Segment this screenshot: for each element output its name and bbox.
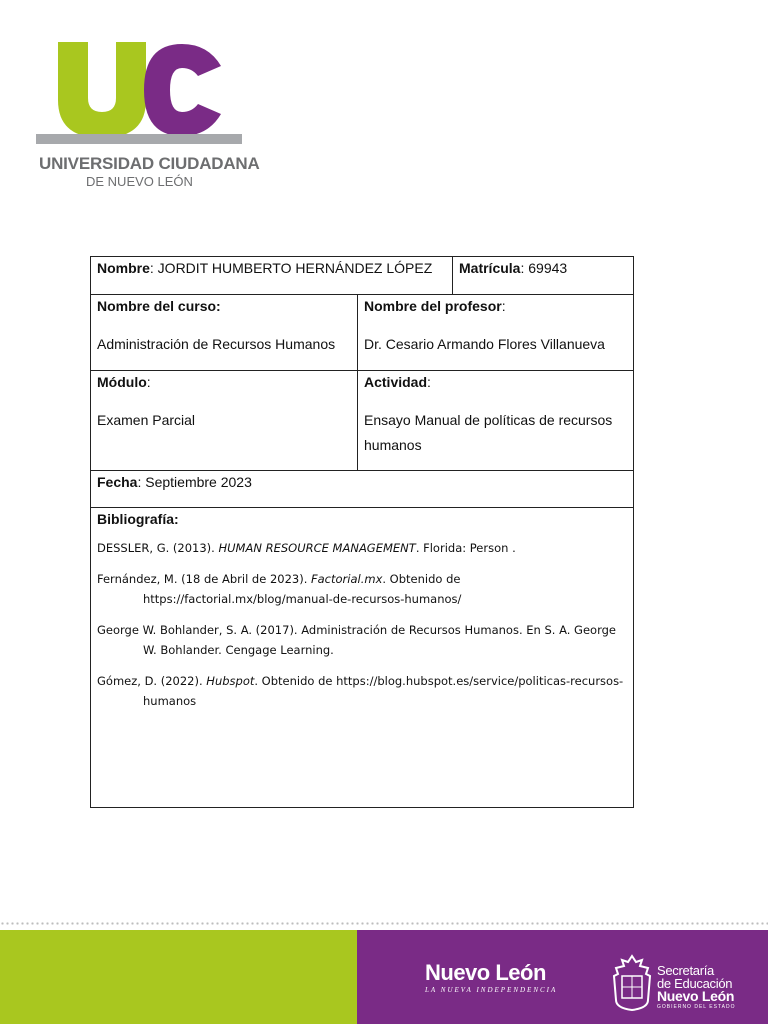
nombre-label: Nombre <box>97 260 150 276</box>
footer-green-band <box>0 930 357 1024</box>
nuevo-leon-title: Nuevo León <box>425 960 546 985</box>
university-logo <box>36 40 260 190</box>
curso-label: Nombre del curso: <box>97 298 221 314</box>
nombre-cell <box>91 257 453 295</box>
uc-logo-mark <box>36 40 246 150</box>
curso-value: Administración de Recursos Humanos <box>97 336 336 352</box>
fecha-label: Fecha <box>97 474 138 490</box>
bibliography-entry: George W. Bohlander, S. A. (2017). Administración de Recursos Humanos. En S. A. George W. Bohlander. Cengage Learning. <box>97 623 616 657</box>
actividad-cell <box>358 371 634 471</box>
profesor-cell <box>358 295 634 371</box>
student-info-table <box>90 256 634 808</box>
profesor-label: Nombre del profesor <box>364 298 502 314</box>
matricula-value: : 69943 <box>520 260 568 276</box>
nombre-value: : JORDIT HUMBERTO HERNÁNDEZ LÓPEZ <box>149 260 433 276</box>
actividad-suffix: : <box>427 374 431 390</box>
university-subtitle: DE NUEVO LEÓN <box>86 174 193 189</box>
fecha-cell <box>91 471 634 508</box>
bibliography-entry: Fernández, M. (18 de Abril de 2023). Factorial.mx. Obtenido de https://factorial.mx/blog/manual-de-recursos-humanos/ <box>97 572 462 606</box>
actividad-label: Actividad <box>364 374 428 390</box>
modulo-suffix: : <box>146 374 151 390</box>
secretaria-line-2: de Educación <box>657 976 733 991</box>
bibliography-entry: DESSLER, G. (2013). HUMAN RESOURCE MANAGEMENT. Florida: Person . <box>97 541 516 555</box>
fecha-value: : Septiembre 2023 <box>137 474 252 490</box>
coat-of-arms-icon <box>612 954 652 1012</box>
nuevo-leon-logo <box>425 960 557 994</box>
secretaria-line-3: Nuevo León <box>657 988 735 1004</box>
matricula-label: Matrícula <box>459 260 521 276</box>
modulo-cell <box>91 371 358 471</box>
bibliografia-label: Bibliografía: <box>97 511 179 527</box>
secretaria-line-1: Secretaría <box>657 963 714 978</box>
secretaria-text <box>657 964 735 1010</box>
profesor-suffix: : <box>501 298 506 314</box>
bibliography-entry: Gómez, D. (2022). Hubspot. Obtenido de https://blog.hubspot.es/service/politicas-recursos-humanos <box>97 674 624 708</box>
university-name: UNIVERSIDAD CIUDADANA <box>39 154 260 173</box>
secretaria-small-text: GOBIERNO DEL ESTADO <box>657 1004 736 1010</box>
nuevo-leon-tagline: LA NUEVA INDEPENDENCIA <box>425 986 558 994</box>
matricula-cell <box>453 257 634 295</box>
actividad-value: Ensayo Manual de políticas de recursos humanos <box>364 412 613 453</box>
modulo-value: Examen Parcial <box>97 412 196 428</box>
footer-dotted-divider <box>0 922 768 925</box>
curso-cell <box>91 295 358 371</box>
profesor-value: Dr. Cesario Armando Flores Villanueva <box>364 336 605 352</box>
modulo-label: Módulo <box>97 374 147 390</box>
bibliografia-cell <box>91 508 634 808</box>
